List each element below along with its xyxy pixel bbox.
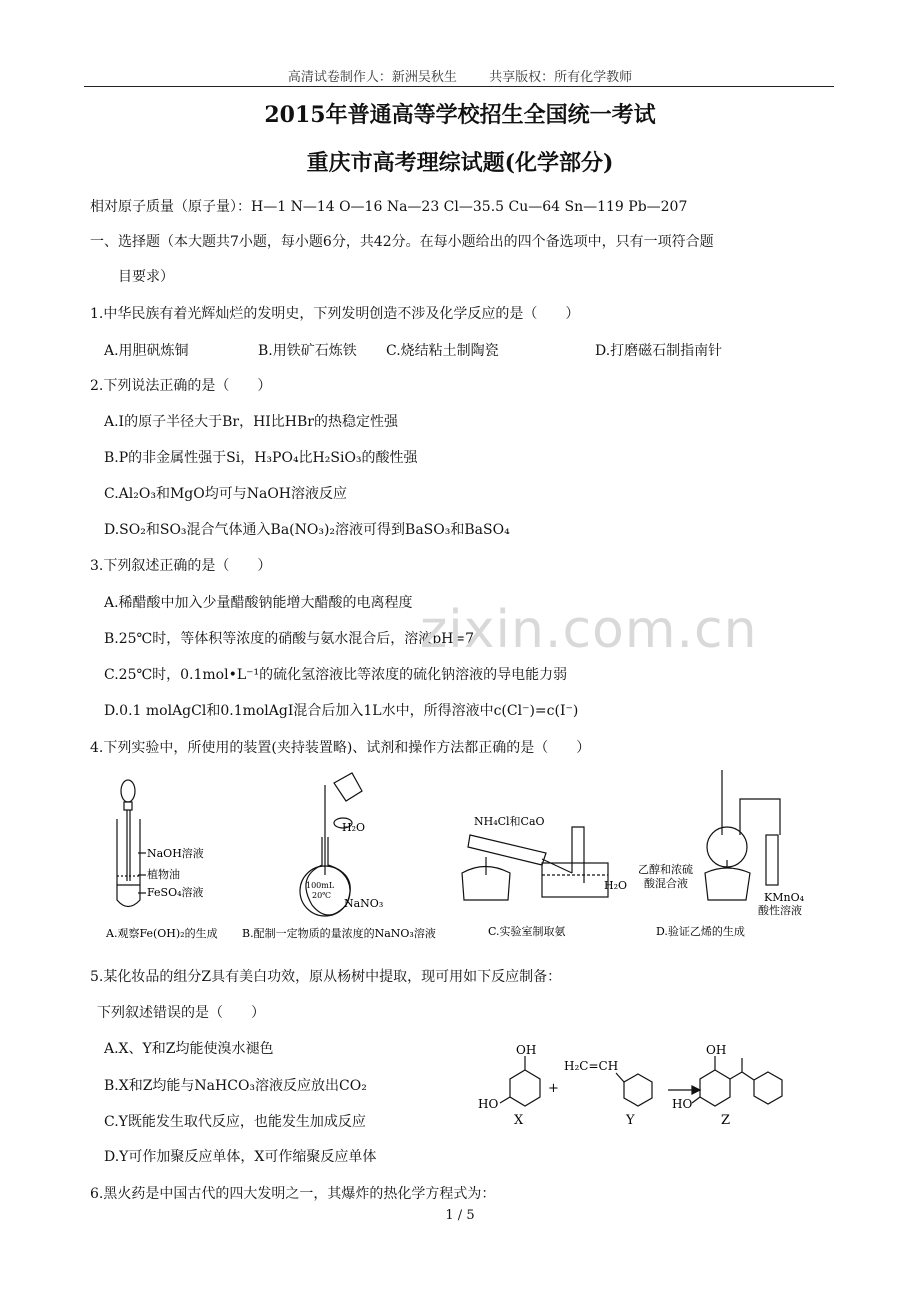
caption-c: C.实验室制取氨 (488, 925, 566, 938)
label-oil: 植物油 (147, 868, 180, 881)
q3-option-c: C.25℃时，0.1mol•L⁻¹的硫化氢溶液比等浓度的硫化钠溶液的导电能力弱 (104, 667, 568, 683)
ring-z-right (754, 1072, 782, 1104)
label-flask-volume: 100mL (306, 881, 335, 890)
atomic-masses: 相对原子质量（原子量）：H—1 N—14 O—16 Na—23 Cl—35.5 Cu—64 Sn—119 Pb—207 (90, 199, 688, 215)
q2-option-c: C.Al₂O₃和MgO均可与NaOH溶液反应 (104, 486, 348, 502)
exam-title: 2015年普通高等学校招生全国统一考试 (264, 102, 656, 128)
page-number: 1 / 5 (445, 1208, 475, 1223)
q4-apparatus-figure (90, 765, 850, 945)
exam-subtitle: 重庆市高考理综试题(化学部分) (306, 150, 614, 176)
header-rule (84, 86, 834, 87)
q2-option-a: A.I的原子半径大于Br，HI比HBr的热稳定性强 (104, 414, 398, 430)
x-oh: OH (516, 1043, 537, 1057)
q2-option-b: B.P的非金属性强于Si，H₃PO₄比H₂SiO₃的酸性强 (104, 450, 418, 466)
label-x: X (514, 1113, 524, 1128)
caption-a: A.观察Fe(OH)₂的生成 (106, 927, 218, 940)
label-z: Z (721, 1113, 731, 1128)
label-h2o-b: H₂O (342, 821, 366, 834)
label-y: Y (626, 1113, 635, 1128)
label-feso4: FeSO₄溶液 (147, 886, 204, 899)
label-ethanol-2: 酸混合液 (644, 877, 688, 890)
label-flask-temp: 20℃ (312, 891, 332, 900)
label-ethanol-1: 乙醇和浓硫 (638, 863, 693, 876)
q3-option-b: B.25℃时，等体积等浓度的硝酸与氨水混合后，溶液pH=7 (104, 631, 475, 647)
section-instructions-2: 目要求） (118, 269, 174, 285)
q5-stem: 5.某化妆品的组分Z具有美白功效，原从杨树中提取，现可用如下反应制备： (90, 969, 562, 985)
z-ho: HO (672, 1097, 693, 1111)
apparatus-c (462, 827, 608, 900)
ring-z-left (700, 1070, 730, 1106)
label-h2o-c: H₂O (604, 879, 628, 892)
caption-b: B.配制一定物质的量浓度的NaNO₃溶液 (242, 927, 436, 940)
q4-stem: 4.下列实验中，所使用的装置(夹持装置略)、试剂和操作方法都正确的是（ ） (90, 740, 591, 756)
q5-option-d: D.Y可作加聚反应单体，X可作缩聚反应单体 (104, 1149, 377, 1165)
q3-option-a: A.稀醋酸中加入少量醋酸钠能增大醋酸的电离程度 (104, 595, 413, 611)
label-nh4cl-cao: NH₄Cl和CaO (474, 815, 545, 828)
q1-option-a: A.用胆矾炼铜 (104, 343, 189, 359)
q3-option-d: D.0.1 molAgCl和0.1molAgI混合后加入1L水中，所得溶液中c(Cl⁻)=c(I⁻) (104, 703, 579, 719)
apparatus-d (705, 770, 780, 900)
q5-sub-stem: 下列叙述错误的是（ ） (97, 1005, 265, 1021)
q1-option-b: B.用铁矿石炼铁 (258, 343, 357, 359)
apparatus-a (117, 780, 146, 907)
section-instructions-1: 一、选择题（本大题共7小题，每小题6分，共42分。在每小题给出的四个备选项中，只有一项符合题 (90, 234, 714, 250)
label-nano3: NaNO₃ (344, 897, 384, 910)
header-maker: 高清试卷制作人：新洲吴秋生 (287, 70, 457, 85)
caption-d: D.验证乙烯的生成 (656, 925, 745, 938)
z-oh: OH (706, 1043, 727, 1057)
y-vinyl: H₂C=CH (564, 1059, 619, 1073)
ring-x (510, 1070, 540, 1106)
x-ho: HO (478, 1097, 499, 1111)
label-naoh: NaOH溶液 (147, 847, 204, 860)
q2-option-d: D.SO₂和SO₃混合气体通入Ba(NO₃)₂溶液可得到BaSO₃和BaSO₄ (104, 522, 510, 538)
q6-stem: 6.黑火药是中国古代的四大发明之一，其爆炸的热化学方程式为： (90, 1186, 496, 1202)
label-kmno4: KMnO₄ (764, 891, 804, 904)
q5-option-a: A.X、Y和Z均能使溴水褪色 (104, 1041, 274, 1057)
q3-stem: 3.下列叙述正确的是（ ） (90, 558, 272, 574)
q5-option-b: B.X和Z均能与NaHCO₃溶液反应放出CO₂ (104, 1078, 367, 1094)
label-acid-solution: 酸性溶液 (758, 904, 802, 917)
q1-option-d: D.打磨磁石制指南针 (595, 343, 723, 359)
header-rights: 共享版权：所有化学教师 (489, 70, 633, 85)
page-header (0, 66, 920, 85)
ring-y (624, 1074, 652, 1106)
plus-sign: + (548, 1081, 559, 1096)
watermark: zixin.com.cn (420, 600, 758, 660)
q5-option-c: C.Y既能发生取代反应，也能发生加成反应 (104, 1114, 366, 1130)
q1-stem: 1.中华民族有着光辉灿烂的发明史，下列发明创造不涉及化学反应的是（ ） (90, 306, 580, 322)
q2-stem: 2.下列说法正确的是（ ） (90, 378, 272, 394)
q1-option-c: C.烧结粘土制陶瓷 (386, 343, 499, 359)
q5-reaction-scheme (470, 1040, 790, 1135)
